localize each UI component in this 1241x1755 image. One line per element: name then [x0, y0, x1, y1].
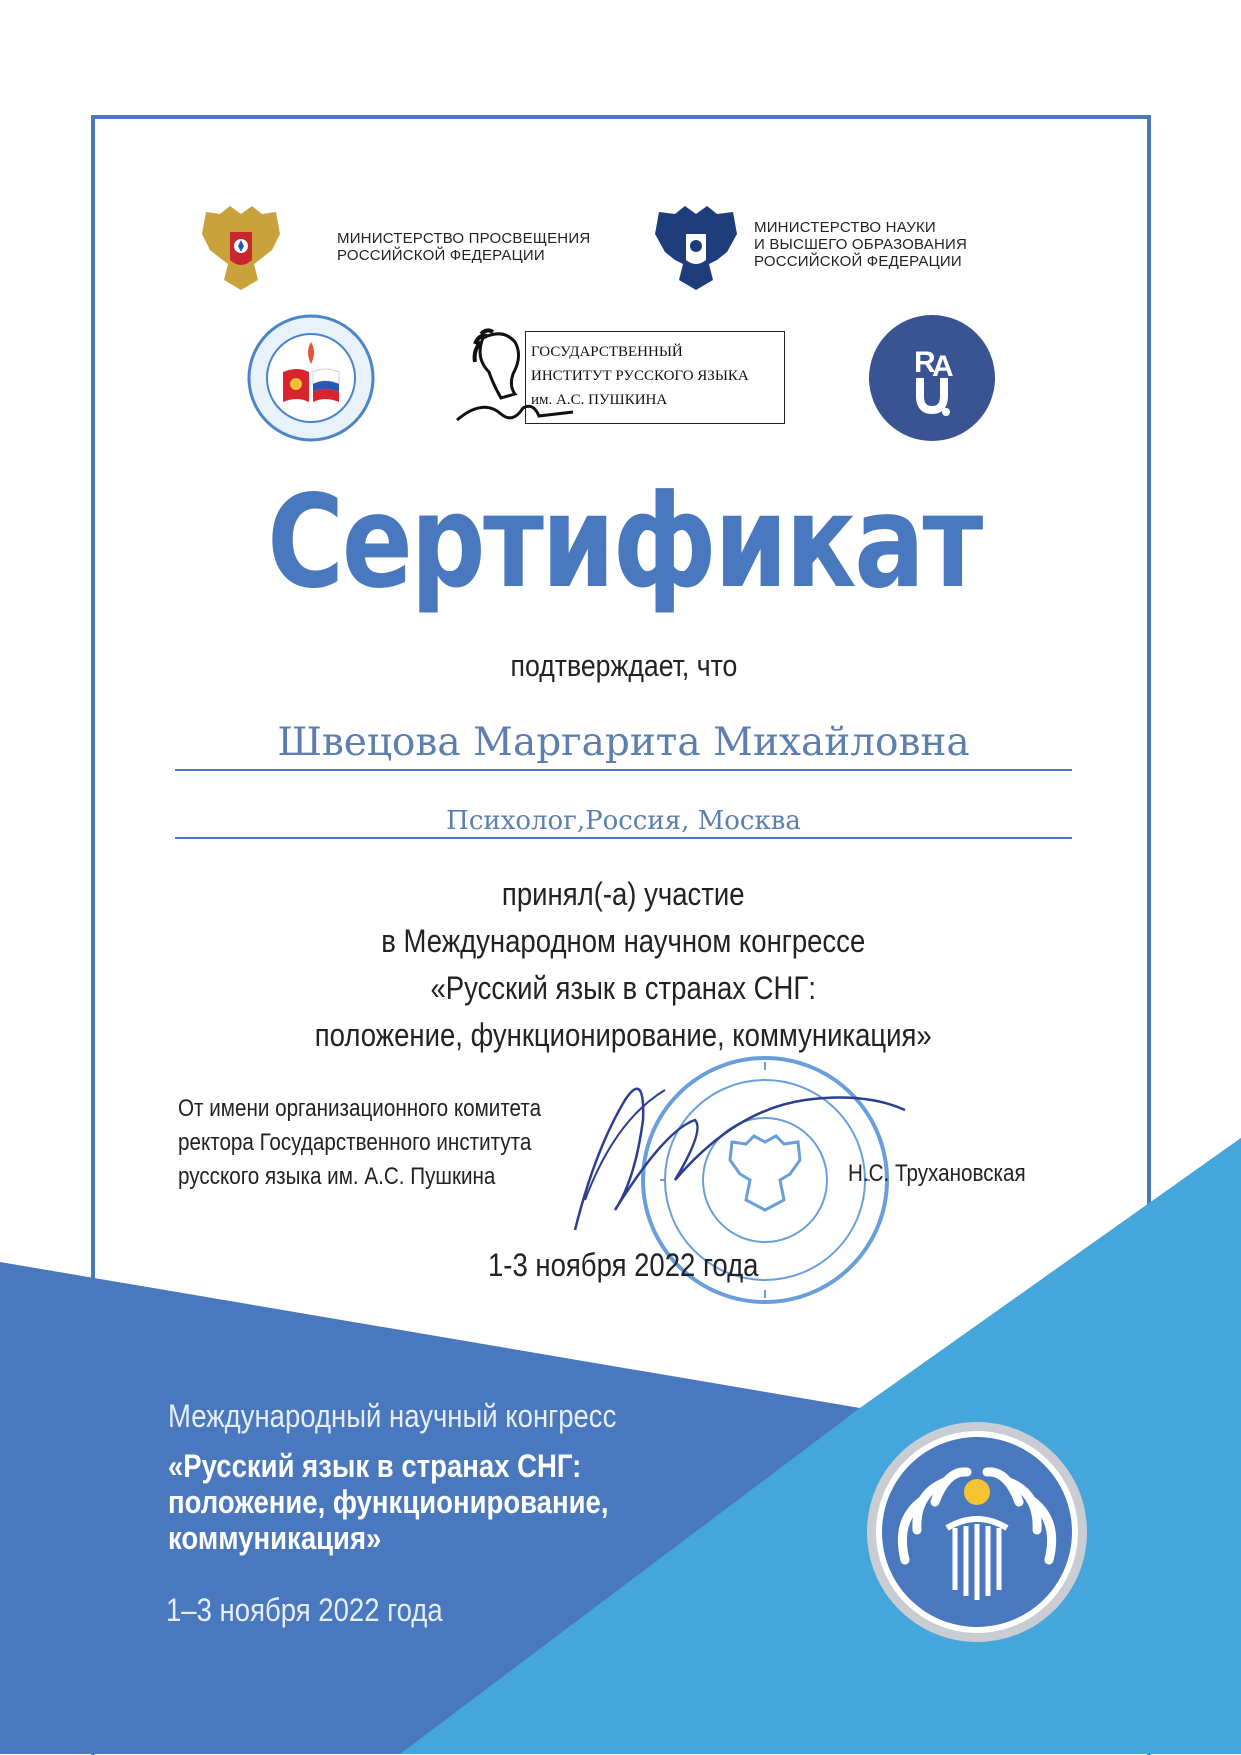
footer-title-line-3: коммуникация» — [168, 1520, 382, 1556]
body-line-4: положение, функционирование, коммуникация» — [314, 1017, 932, 1053]
body-line-2: в Международном научном конгрессе — [381, 923, 866, 959]
certificate-title: Сертификат — [267, 468, 981, 617]
pushkin-line-2: ИНСТИТУТ РУССКОГО ЯЗЫКА — [531, 368, 749, 384]
ministry-education-line-2: РОССИЙСКОЙ ФЕДЕРАЦИИ — [337, 247, 545, 264]
footer-title-line-1: «Русский язык в странах СНГ: — [168, 1448, 582, 1484]
signature-line-1: От имени организационного комитета — [178, 1095, 542, 1122]
cis-emblem-icon — [865, 1420, 1090, 1645]
ministry-science-line-3: РОССИЙСКОЙ ФЕДЕРАЦИИ — [754, 253, 962, 270]
pushkin-line-3: им. А.С. ПУШКИНА — [531, 392, 668, 408]
event-date: 1-3 ноября 2022 года — [487, 1247, 759, 1283]
confirms-text: подтверждает, что — [510, 648, 738, 683]
signature-line-2: ректора Государственного института — [178, 1129, 532, 1156]
ministry-education-line-1: МИНИСТЕРСТВО ПРОСВЕЩЕНИЯ — [337, 230, 591, 247]
footer-date: 1–3 ноября 2022 года — [166, 1592, 443, 1628]
svg-text:R: R — [914, 346, 936, 379]
svg-text:A: A — [932, 350, 954, 383]
recipient-position: Психолог,Россия, Москва — [446, 806, 801, 836]
signer-name: Н.С. Трухановская — [848, 1160, 1026, 1187]
pushkin-line-1: ГОСУДАРСТВЕННЫЙ — [531, 344, 683, 360]
ministry-science-line-2: И ВЫСШЕГО ОБРАЗОВАНИЯ — [754, 236, 967, 253]
footer-subtitle: Международный научный конгресс — [168, 1398, 617, 1434]
recipient-name: Швецова Маргарита Михайловна — [277, 720, 970, 765]
ministry-science-line-1: МИНИСТЕРСТВО НАУКИ — [754, 219, 936, 236]
signature-line-3: русского языка им. А.С. Пушкина — [178, 1163, 496, 1190]
footer-title — [168, 1448, 608, 1556]
body-line-3: «Русский язык в странах СНГ: — [430, 970, 816, 1006]
footer-title-line-2: положение, функционирование, — [168, 1484, 609, 1520]
body-line-1: принял(-а) участие — [501, 876, 745, 912]
